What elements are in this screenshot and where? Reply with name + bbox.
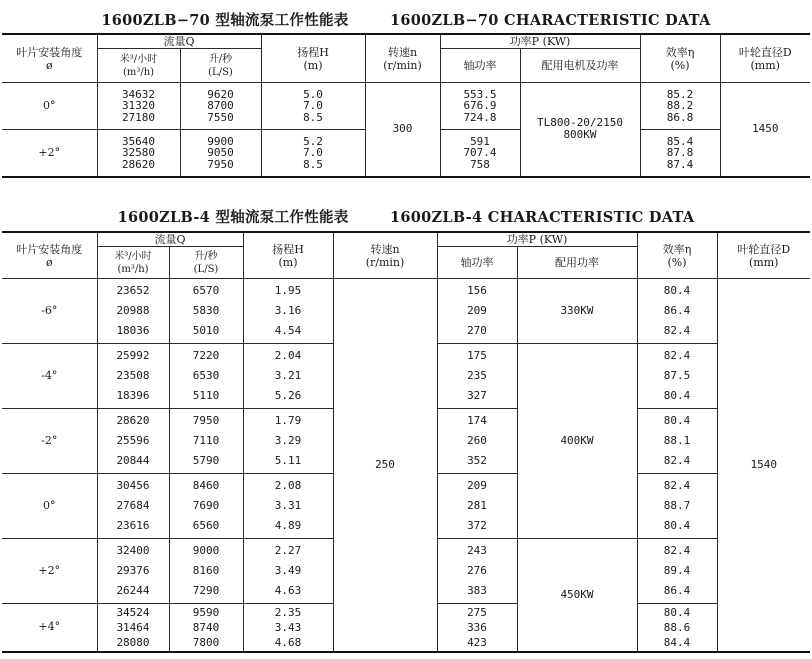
t2-q-ls-cell: 7220 6530 5110 <box>169 344 243 409</box>
t2-power-cell-450: 450KW <box>517 539 637 652</box>
t1-eff-cell: 85.4 87.8 87.4 <box>640 130 720 177</box>
t1-header-eff: 效率η (%) <box>640 34 720 83</box>
t2-shaft-cell: 174 260 352 <box>437 409 517 474</box>
t1-diameter-cell: 1450 <box>720 83 810 177</box>
t2-header-power: 功率P (KW) <box>437 232 637 247</box>
t1-header-flow-ls: 升/秒 (L/S) <box>180 49 261 83</box>
t1-header-flow: 流量Q <box>97 34 261 49</box>
t1-head-cell: 5.0 7.0 8.5 <box>261 83 365 130</box>
t1-q-ls-cell: 9900 9050 7950 <box>180 130 261 177</box>
t2-shaft-cell: 209 281 372 <box>437 474 517 539</box>
t1-angle-cell: +2° <box>2 130 97 177</box>
t1-header-flow-m3: 米³/小时 (m³/h) <box>97 49 180 83</box>
t2-header-flow-m3: 米³/小时 (m³/h) <box>97 247 169 279</box>
t1-header-motor: 配用电机及功率 <box>520 49 640 83</box>
t2-head-cell: 1.95 3.16 4.54 <box>243 279 333 344</box>
t1-speed-cell: 300 <box>365 83 440 177</box>
t2-q-m3-cell: 23652 20988 18036 <box>97 279 169 344</box>
t2-eff-cell: 80.4 88.1 82.4 <box>637 409 717 474</box>
t2-head-cell: 2.04 3.21 5.26 <box>243 344 333 409</box>
t2-angle-cell: -2° <box>2 409 97 474</box>
t2-q-m3-cell: 32400 29376 26244 <box>97 539 169 604</box>
t2-q-ls-cell: 6570 5830 5010 <box>169 279 243 344</box>
t2-diameter-cell: 1540 <box>717 279 810 652</box>
t2-header-flow: 流量Q <box>97 232 243 247</box>
t2-angle-cell: +4° <box>2 604 97 652</box>
table-row <box>2 83 810 130</box>
t2-q-ls-cell: 9590 8740 7800 <box>169 604 243 652</box>
t2-q-ls-cell: 9000 8160 7290 <box>169 539 243 604</box>
t2-power-cell-330: 330KW <box>517 279 637 344</box>
t1-header-head: 扬程H (m) <box>261 34 365 83</box>
t2-header-motor: 配用功率 <box>517 247 637 279</box>
table1 <box>2 33 810 178</box>
t1-motor-cell: TL800-20/2150 800KW <box>520 83 640 177</box>
t2-eff-cell: 80.4 86.4 82.4 <box>637 279 717 344</box>
t2-head-cell: 2.35 3.43 4.68 <box>243 604 333 652</box>
t2-angle-cell: -6° <box>2 279 97 344</box>
t1-head-cell: 5.2 7.0 8.5 <box>261 130 365 177</box>
t2-header-angle: 叶片安装角度 ø <box>2 232 97 279</box>
t2-q-m3-cell: 30456 27684 23616 <box>97 474 169 539</box>
t2-eff-cell: 82.4 89.4 86.4 <box>637 539 717 604</box>
t2-header-head: 扬程H (m) <box>243 232 333 279</box>
t1-header-angle: 叶片安装角度 ø <box>2 34 97 83</box>
t2-angle-cell: 0° <box>2 474 97 539</box>
t2-header-speed: 转速n (r/min) <box>333 232 437 279</box>
table1-title-en: 1600ZLB−70 CHARACTERISTIC DATA <box>389 12 711 29</box>
t2-header-eff: 效率η (%) <box>637 232 717 279</box>
t2-shaft-cell: 243 276 383 <box>437 539 517 604</box>
t2-power-cell-400: 400KW <box>517 344 637 539</box>
t2-q-m3-cell: 28620 25596 20844 <box>97 409 169 474</box>
t1-header-power: 功率P (KW) <box>440 34 640 49</box>
t2-head-cell: 2.08 3.31 4.89 <box>243 474 333 539</box>
table2-title <box>0 206 812 227</box>
table1-title <box>0 9 812 30</box>
t1-q-ls-cell: 9620 8700 7550 <box>180 83 261 130</box>
t1-header-speed: 转速n (r/min) <box>365 34 440 83</box>
t2-eff-cell: 82.4 87.5 80.4 <box>637 344 717 409</box>
t2-header-dia: 叶轮直径D (mm) <box>717 232 810 279</box>
t2-speed-cell: 250 <box>333 279 437 652</box>
t2-head-cell: 1.79 3.29 5.11 <box>243 409 333 474</box>
t2-header-shaft-power: 轴功率 <box>437 247 517 279</box>
t2-shaft-cell: 275 336 423 <box>437 604 517 652</box>
t2-q-m3-cell: 34524 31464 28080 <box>97 604 169 652</box>
table2-title-en: 1600ZLB-4 CHARACTERISTIC DATA <box>389 209 695 226</box>
t2-q-ls-cell: 8460 7690 6560 <box>169 474 243 539</box>
table-row <box>2 279 810 344</box>
t1-q-m3-cell: 34632 31320 27180 <box>97 83 180 130</box>
t2-angle-cell: -4° <box>2 344 97 409</box>
t2-header-flow-ls: 升/秒 (L/S) <box>169 247 243 279</box>
t1-shaft-cell: 553.5 676.9 724.8 <box>440 83 520 130</box>
t1-angle-cell: 0° <box>2 83 97 130</box>
t2-head-cell: 2.27 3.49 4.63 <box>243 539 333 604</box>
table2-title-cn: 1600ZLB-4 型轴流泵工作性能表 <box>117 209 349 226</box>
t2-eff-cell: 80.4 88.6 84.4 <box>637 604 717 652</box>
t2-eff-cell: 82.4 88.7 80.4 <box>637 474 717 539</box>
t2-q-ls-cell: 7950 7110 5790 <box>169 409 243 474</box>
t1-header-dia: 叶轮直径D (mm) <box>720 34 810 83</box>
t1-eff-cell: 85.2 88.2 86.8 <box>640 83 720 130</box>
t1-shaft-cell: 591 707.4 758 <box>440 130 520 177</box>
t1-header-shaft-power: 轴功率 <box>440 49 520 83</box>
t2-angle-cell: +2° <box>2 539 97 604</box>
table2 <box>2 231 810 653</box>
t1-q-m3-cell: 35640 32580 28620 <box>97 130 180 177</box>
t2-shaft-cell: 175 235 327 <box>437 344 517 409</box>
table1-title-cn: 1600ZLB−70 型轴流泵工作性能表 <box>101 12 349 29</box>
t2-shaft-cell: 156 209 270 <box>437 279 517 344</box>
t2-q-m3-cell: 25992 23508 18396 <box>97 344 169 409</box>
